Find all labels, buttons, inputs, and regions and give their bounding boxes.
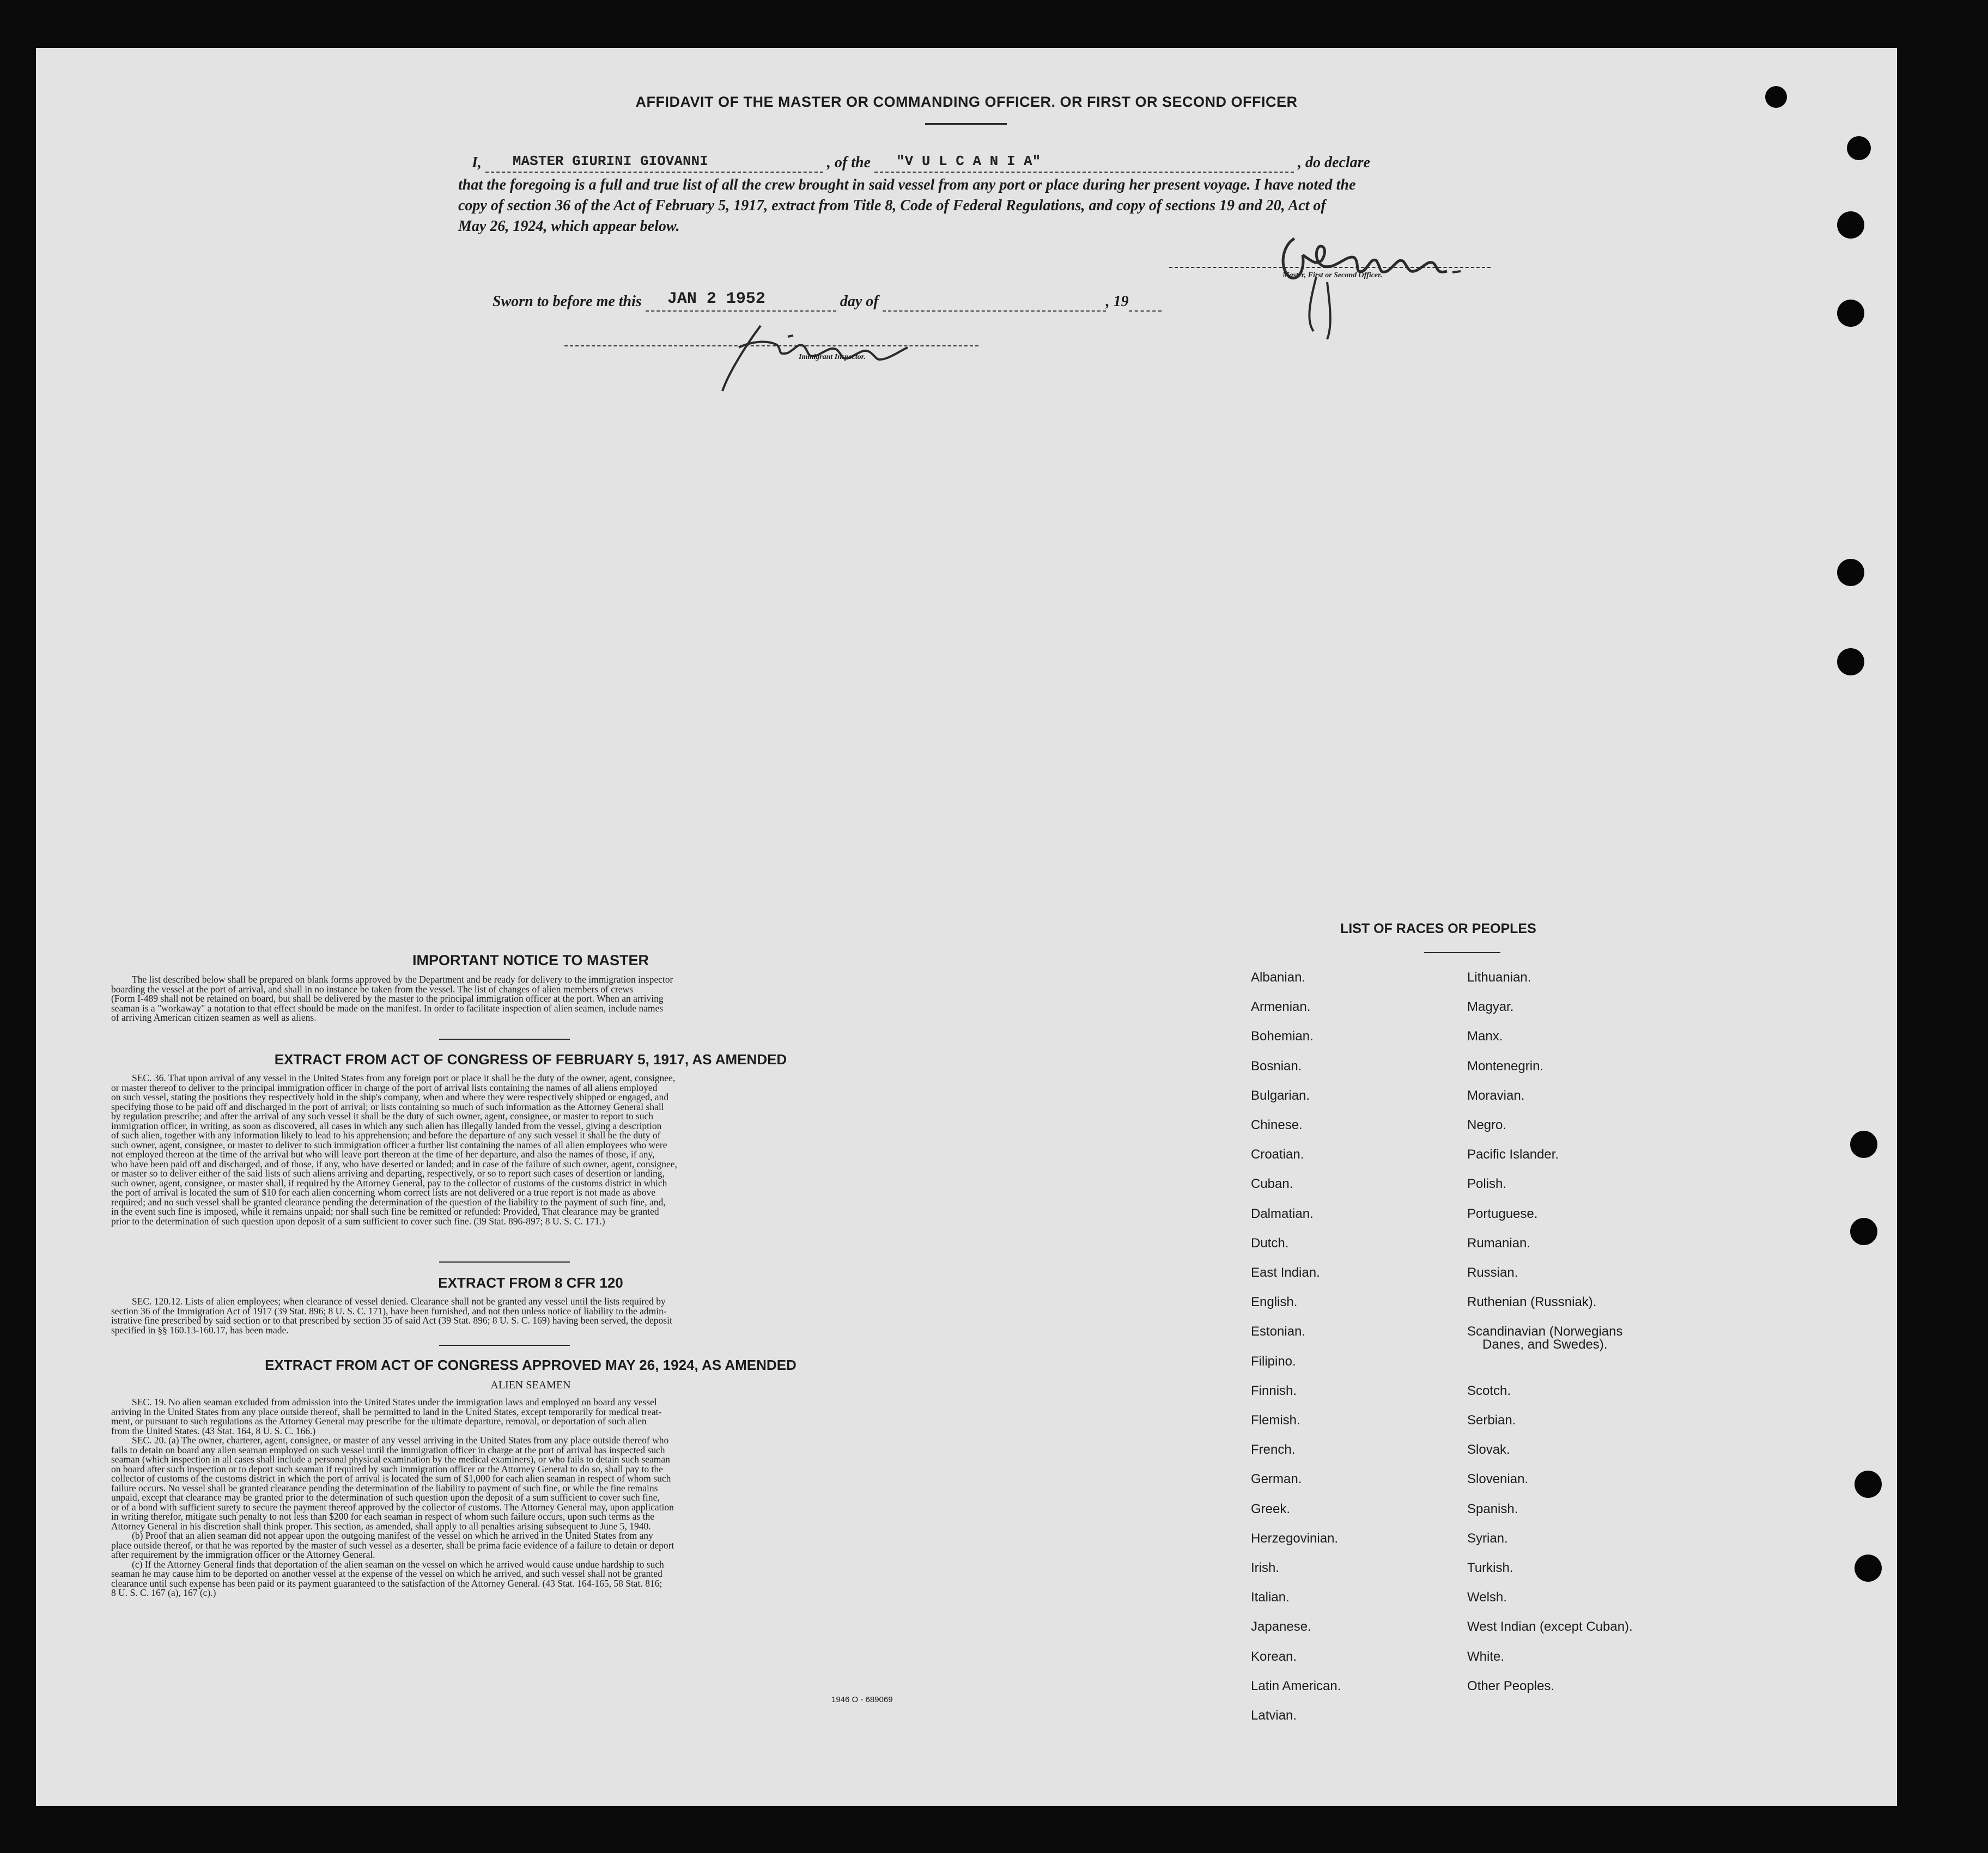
notice-title: IMPORTANT NOTICE TO MASTER <box>412 952 649 968</box>
act-line: clearance until such expense has been paid or its payment guaranteed to the satisfaction of the Attorney General. (43 Stat. 164-165, 58 Stat. 816; <box>111 1577 662 1589</box>
notice-line: boarding the vessel at the port of arrival, and shall in no instance be taken from the vessel. The list of changes of alien members of crews <box>111 983 633 995</box>
race-item: Russian. <box>1467 1265 1518 1280</box>
sworn-line <box>493 290 1162 312</box>
race-item: Slovak. <box>1467 1442 1510 1458</box>
extract-line: or master so to deliver either of the said lists of such aliens arriving and departing, respectively, or so to report such cases of desertion or landing, <box>111 1168 665 1179</box>
race-item: Greek. <box>1251 1501 1291 1516</box>
race-item: Scotch. <box>1467 1383 1511 1398</box>
race-item: Scandinavian (Norwegians <box>1467 1324 1623 1339</box>
race-item: Italian. <box>1251 1590 1290 1605</box>
extract-line: prior to the determination of such question upon deposit of a sum sufficient to cover such fine. (39 Stat. 896-897; 8 U. S. C. 171.) <box>111 1215 605 1227</box>
master-name: MASTER GIURINI GIOVANNI <box>512 153 708 169</box>
declaration-line: copy of section 36 of the Act of February 5, 1917, extract from Title 8, Code of Federal Regulations, and copy of sections 19 and 20, Act of <box>458 197 1326 214</box>
act-line: Attorney General in his discretion shall think proper. This section, as amended, shall apply to all penalties arising subsequent to June 5, 1940. <box>111 1520 651 1532</box>
punch-hole <box>1847 136 1871 160</box>
race-item: Korean. <box>1251 1649 1297 1664</box>
sworn-date-field <box>646 290 836 312</box>
year-prefix: , 19 <box>1105 293 1129 310</box>
race-item: Pacific Islander. <box>1467 1147 1559 1162</box>
race-item: Cuban. <box>1251 1177 1293 1192</box>
sworn-prefix: Sworn to before me this <box>493 293 642 310</box>
act-line: ment, or pursuant to such regulations as the Attorney General may prescribe for the ultimate departure, removal, or deportation of such alien <box>111 1416 647 1427</box>
punch-hole <box>1837 559 1864 586</box>
declaration-line: that the foregoing is a full and true list of all the crew brought in said vessel from any port or place during her present voyage. I have noted the <box>458 176 1356 193</box>
race-item: German. <box>1251 1472 1302 1487</box>
race-item: Finnish. <box>1251 1383 1297 1398</box>
print-code: 1946 O - 689069 <box>831 1695 893 1704</box>
act-line: fails to detain on board any alien seaman employed on such vessel until the immigration officer in charge at the port of arrival has inspected such <box>111 1444 665 1455</box>
act-line: collector of customs of the customs district in which the port of arrival is located the sum of $1,000 for each alien seaman in respect of whom such <box>111 1473 671 1484</box>
notice-line: (Form I-489 shall not be retained on board, but shall be delivered by the master to the principal immigration officer at the port. When an arriving <box>111 993 664 1004</box>
notice-line: The list described below shall be prepared on blank forms approved by the Department and be ready for delivery to the immigration inspector <box>132 974 673 985</box>
extract-line: SEC. 36. That upon arrival of any vessel in the United States from any foreign port or place it shall be the duty of the owner, agent, consignee, <box>132 1072 676 1083</box>
extract-line: or master thereof to deliver to the principal immigration officer in charge of the port of arrival lists containing the names of all aliens employed <box>111 1082 658 1093</box>
race-item: Rumanian. <box>1467 1235 1531 1251</box>
race-item: West Indian (except Cuban). <box>1467 1619 1633 1635</box>
race-item: Negro. <box>1467 1118 1507 1132</box>
master-name-field <box>485 154 823 173</box>
extract-1917-title: EXTRACT FROM ACT OF CONGRESS OF FEBRUARY 5, 1917, AS AMENDED <box>274 1051 787 1068</box>
race-item: Japanese. <box>1251 1619 1311 1635</box>
punch-hole <box>1855 1471 1882 1498</box>
act-line: (b) Proof that an alien seaman did not appear upon the outgoing manifest of the vessel on which he arrived in the United States from any <box>132 1530 653 1541</box>
act-line: place outside thereof, or that he was reported by the master of such vessel as a deserter, shall be prima facie evidence of a failure to detain or deport <box>111 1539 674 1551</box>
extract-rule <box>439 1261 570 1263</box>
act-line: seaman he may cause him to be deported on another vessel at the expense of the vessel on which he arrived, and such vessel shall not be granted <box>111 1568 662 1579</box>
race-item: Lithuanian. <box>1467 970 1531 985</box>
race-item: Other Peoples. <box>1467 1678 1555 1693</box>
act-line: 8 U. S. C. 167 (a), 167 (c).) <box>111 1587 216 1598</box>
punch-hole <box>1850 1131 1877 1158</box>
race-item: Dutch. <box>1251 1235 1289 1251</box>
extract-line: by regulation prescribe; and after the arrival of any such vessel it shall be the duty of such owner, agent, consignee, or master to report to such <box>111 1111 654 1121</box>
race-item: Latvian. <box>1251 1708 1297 1723</box>
notice-text <box>111 975 950 1023</box>
race-item: White. <box>1467 1649 1505 1664</box>
sworn-date: JAN 2 1952 <box>667 290 765 308</box>
extract-1924-title: EXTRACT FROM ACT OF CONGRESS APPROVED MAY 26, 1924, AS AMENDED <box>265 1357 797 1373</box>
race-item: Latin American. <box>1251 1678 1341 1693</box>
races-title: LIST OF RACES OR PEOPLES <box>1340 921 1536 936</box>
act-line: SEC. 19. No alien seaman excluded from admission into the United States under the immigration laws and employed on board any vessel <box>132 1397 657 1407</box>
punch-hole <box>1837 300 1864 327</box>
notice-line: of arriving American citizen seamen as well as aliens. <box>111 1012 317 1023</box>
vessel-name-field <box>874 154 1294 173</box>
race-item: Turkish. <box>1467 1561 1513 1575</box>
day-of-label: day of <box>840 293 879 310</box>
vessel-name: "V U L C A N I A" <box>896 153 1041 169</box>
extract-line: specifying those to be paid off and discharged in the port of arrival; or lists containing so much of such information as the Attorney General shall <box>111 1101 664 1112</box>
extract-line: required; and no such vessel shall be granted clearance pending the determination of the question of the liability to the payment of such fine, and, <box>111 1196 666 1208</box>
race-item: Slovenian. <box>1467 1472 1529 1487</box>
inspector-signature <box>701 315 929 402</box>
extract-line: the port of arrival is located the sum of $10 for each alien concerning whom correct lists are not delivered or a true report is not made as above <box>111 1187 656 1198</box>
race-item: Herzegovinian. <box>1251 1531 1339 1546</box>
act-line: SEC. 20. (a) The owner, charterer, agent, consignee, or master of any vessel arriving in the United States from any place outside thereof who <box>132 1435 669 1446</box>
punch-hole <box>1837 211 1864 239</box>
act-line: unpaid, except that clearance may be granted prior to the determination of such question upon the deposit of a sum sufficient to cover such fine, <box>111 1492 660 1503</box>
race-item: Moravian. <box>1467 1088 1525 1103</box>
extract-line: on such vessel, stating the positions they respectively hold in the ship's company, when and where they were respectively shipped or engaged, and <box>111 1092 669 1102</box>
cfr-line: specified in §§ 160.13-160.17, has been made. <box>111 1324 289 1336</box>
race-item: Flemish. <box>1251 1413 1300 1428</box>
races-rule <box>1424 952 1500 953</box>
race-item: Armenian. <box>1251 999 1311 1015</box>
notice-rule <box>439 1039 570 1040</box>
race-item: Danes, and Swedes). <box>1482 1337 1608 1352</box>
master-signature <box>1273 222 1480 397</box>
cfr-line: SEC. 120.12. Lists of alien employees; when clearance of vessel denied. Clearance shall not be granted any vessel until the lists required by <box>132 1296 666 1307</box>
cfr-line: istrative fine prescribed by said section or to that prescribed by section 35 of said Act (39 Stat. 896; 8 U. S. C. 169) having been served, the deposit <box>111 1315 672 1326</box>
act-line: arriving in the United States from any place outside thereof, shall be permitted to land in the United States, except temporarily for medical treat- <box>111 1406 662 1417</box>
act-line: seaman (which inspection in all cases shall include a personal physical examination by the medical examiners), or who fails to detain such seaman <box>111 1454 670 1465</box>
title-rule <box>925 123 1007 125</box>
act-line: or of a bond with sufficient surety to secure the payment thereof approved by the collector of customs. The Attorney General may, upon application <box>111 1501 674 1513</box>
document-sheet <box>36 48 1897 1806</box>
race-item: Magyar. <box>1467 999 1514 1015</box>
punch-hole <box>1850 1218 1877 1245</box>
act-line: failure occurs. No vessel shall be granted clearance pending the determination of the liability to payment of such fine, or while the fine remains <box>111 1482 658 1494</box>
declaration-line: May 26, 1924, which appear below. <box>458 218 680 235</box>
extract-cfr-title: EXTRACT FROM 8 CFR 120 <box>438 1275 623 1291</box>
race-item: Croatian. <box>1251 1147 1304 1162</box>
extract-line: who have been paid off and discharged, and of those, if any, who have deserted or landed; and in case of the failure of such owner, agent, consignee, <box>111 1158 677 1169</box>
month-field <box>883 293 1106 312</box>
race-item: Bosnian. <box>1251 1058 1302 1074</box>
race-item: Ruthenian (Russniak). <box>1467 1295 1597 1310</box>
race-item: Albanian. <box>1251 970 1306 985</box>
declarant-prefix: I, <box>472 154 482 171</box>
race-item: Welsh. <box>1467 1590 1507 1605</box>
notice-line: seaman is a "workaway" a notation to that effect should be made on the manifest. In order to facilitate inspection of alien seamen, include names <box>111 1002 664 1014</box>
race-item: French. <box>1251 1442 1296 1458</box>
race-item: Syrian. <box>1467 1531 1508 1546</box>
extract-1924-subtitle: ALIEN SEAMEN <box>490 1379 571 1391</box>
punch-hole <box>1855 1555 1882 1582</box>
act-line: from the United States. (43 Stat. 164, 8 U. S. C. 166.) <box>111 1425 316 1436</box>
cfr-rule <box>439 1345 570 1346</box>
extract-line: such owner, agent, consignee, or master to deliver to such immigration officer a further list containing the names of all alien employees who were <box>111 1139 667 1150</box>
race-item: Serbian. <box>1467 1413 1516 1428</box>
extract-cfr-text <box>111 1297 950 1335</box>
race-item: Dalmatian. <box>1251 1206 1314 1221</box>
master-signature-caption: Master, First or Second Officer. <box>1282 271 1383 279</box>
race-item: Bulgarian. <box>1251 1088 1310 1103</box>
punch-hole <box>1837 648 1864 675</box>
race-item: Estonian. <box>1251 1324 1306 1339</box>
race-item: Polish. <box>1467 1177 1507 1192</box>
race-item: English. <box>1251 1295 1298 1310</box>
race-item: Manx. <box>1467 1029 1503 1044</box>
year-field <box>1129 293 1162 312</box>
extract-line: immigration officer, in writing, as soon as discovered, all cases in which any such alien has illegally landed from the vessel, giving a description <box>111 1120 662 1131</box>
race-item: Bohemian. <box>1251 1029 1314 1044</box>
do-declare-label: , do declare <box>1298 154 1370 171</box>
extract-1924-text <box>111 1398 950 1598</box>
race-item: Portuguese. <box>1467 1206 1538 1221</box>
extract-line: such owner, agent, consignee, or master shall, if required by the Attorney General, pay to the collector of customs of the customs district in which <box>111 1177 667 1188</box>
race-item: Spanish. <box>1467 1501 1518 1516</box>
extract-line: not employed thereon at the time of the arrival but who will leave port thereon at the time of her departure, and also the names of those, if any, <box>111 1149 655 1160</box>
race-item: East Indian. <box>1251 1265 1320 1280</box>
affidavit-title: AFFIDAVIT OF THE MASTER OR COMMANDING OFFICER. OR FIRST OR SECOND OFFICER <box>635 94 1298 110</box>
race-item: Filipino. <box>1251 1354 1296 1369</box>
extract-1917-text <box>111 1074 950 1226</box>
act-line: after requirement by the immigration officer or the Attorney General. <box>111 1549 375 1560</box>
race-item: Montenegrin. <box>1467 1058 1544 1074</box>
extract-line: of such alien, together with any information likely to lead to his apprehension; and before the departure of any such vessel it shall be the duty of <box>111 1130 661 1141</box>
extract-line: in the event such fine is imposed, while it remains unpaid; nor shall such fine be remitted or refunded: Provided, That clearance may be granted <box>111 1206 659 1217</box>
declaration-line-1 <box>472 154 1370 173</box>
of-the-label: , of the <box>826 154 871 171</box>
act-line: on board after such inspection or to deport such seaman if required by such immigration officer or the Attorney General to do so, shall pay to the <box>111 1463 663 1474</box>
punch-hole <box>1765 86 1787 108</box>
race-item: Irish. <box>1251 1561 1280 1575</box>
act-line: in writing therefor, mitigate such penalty to not less than $200 for each seaman in respect of whom such failure occurs, upon such terms as the <box>111 1511 655 1522</box>
race-item: Chinese. <box>1251 1118 1303 1132</box>
inspector-caption: Immigrant Inspector. <box>799 353 866 361</box>
cfr-line: section 36 of the Immigration Act of 1917 (39 Stat. 896; 8 U. S. C. 171), have been furnished, and not then unless notice of liability to the admin- <box>111 1305 667 1316</box>
act-line: (c) If the Attorney General finds that deportation of the alien seaman on the vessel on which he arrived would cause undue hardship to such <box>132 1558 664 1570</box>
